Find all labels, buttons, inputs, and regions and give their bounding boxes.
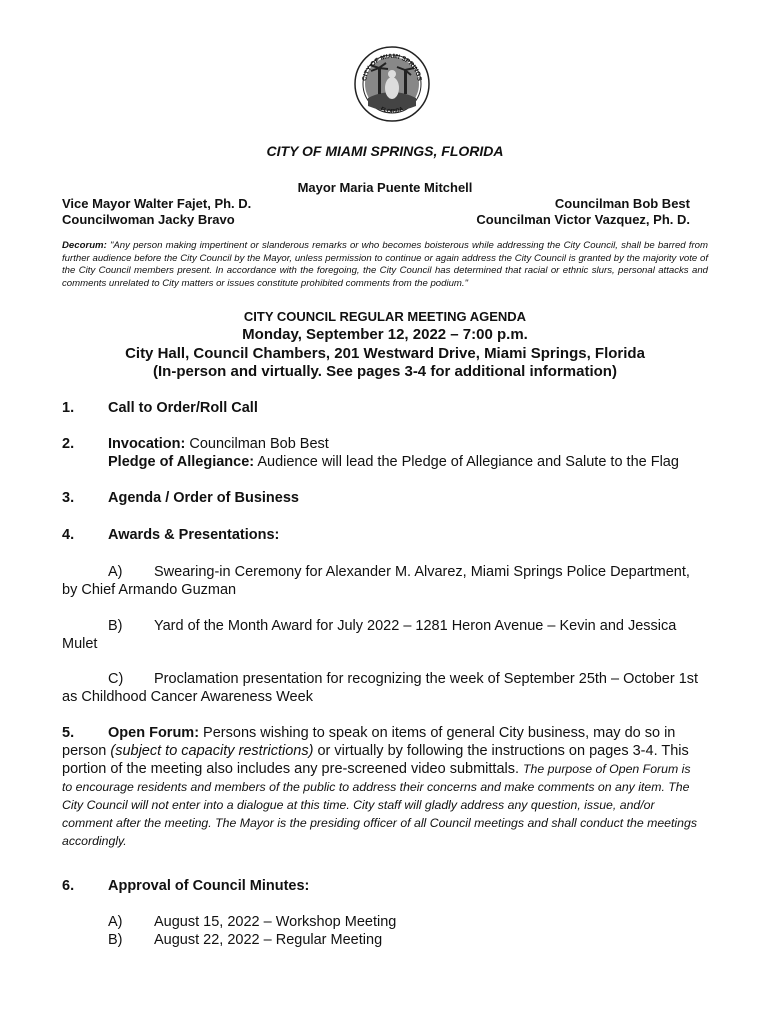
- invocation-text: Councilman Bob Best: [185, 436, 329, 452]
- pledge-text: Audience will lead the Pledge of Allegiance and Salute to the Flag: [254, 454, 679, 470]
- item-6-title: Approval of Council Minutes:: [108, 878, 310, 894]
- minutes-b-text: August 22, 2022 – Regular Meeting: [154, 932, 383, 948]
- award-a-text: Swearing-in Ceremony for Alexander M. Alvarez, Miami Springs Police Department, by Chief Armando Guzman: [62, 564, 690, 598]
- award-b-text: Yard of the Month Award for July 2022 – 1281 Heron Avenue – Kevin and Jessica Mulet: [62, 618, 677, 652]
- councilman-vazquez-name: Councilman Victor Vazquez, Ph. D.: [476, 212, 690, 227]
- minutes-b: [108, 932, 382, 948]
- award-a-letter: A): [108, 564, 123, 580]
- item-3-title: Agenda / Order of Business: [108, 490, 299, 506]
- award-b: [62, 617, 704, 653]
- item-4-title: Awards & Presentations:: [108, 527, 280, 543]
- city-title: CITY OF MIAMI SPRINGS, FLORIDA: [266, 143, 504, 159]
- invocation-line: [108, 436, 329, 452]
- item-6-number: 6.: [62, 878, 75, 894]
- meeting-date: Monday, September 12, 2022 – 7:00 p.m.: [242, 326, 528, 343]
- item-5-number: 5.: [62, 725, 75, 741]
- open-forum-capacity: (subject to capacity restrictions): [110, 743, 314, 759]
- councilwoman-name: Councilwoman Jacky Bravo: [62, 212, 235, 227]
- open-forum-text-2: or virtually by following the instructions on pages 3-4. This portion of the meeting also includes any pre-screened video submittals.: [62, 743, 689, 777]
- item-3-number: 3.: [62, 490, 75, 506]
- minutes-a-text: August 15, 2022 – Workshop Meeting: [154, 914, 397, 930]
- item-4-number: 4.: [62, 527, 75, 543]
- councilman-best-name: Councilman Bob Best: [554, 196, 690, 211]
- award-a: [62, 563, 704, 599]
- pledge-label: Pledge of Allegiance:: [108, 454, 255, 470]
- award-c-text: Proclamation presentation for recognizing the week of September 25th – October 1st as Childhood Cancer Awareness Week: [62, 671, 699, 705]
- minutes-a: [108, 914, 396, 930]
- minutes-a-letter: A): [108, 914, 123, 930]
- seal-text-top: CITY OF MIAMI SPRINGS: [361, 52, 423, 82]
- meeting-location: City Hall, Council Chambers, 201 Westward Drive, Miami Springs, Florida: [125, 345, 645, 362]
- item-1-title: Call to Order/Roll Call: [108, 400, 258, 416]
- vice-mayor-name: Vice Mayor Walter Fajet, Ph. D.: [62, 196, 252, 211]
- decorum-label: Decorum:: [62, 240, 107, 251]
- decorum-notice: [62, 240, 708, 290]
- item-2-number: 2.: [62, 436, 75, 452]
- decorum-text: "Any person making impertinent or slanderous remarks or who becomes boisterous while addressing the City Council, shall be barred from further audience before the City Council by the Mayor, unless permission to continue or again address the City Council is granted by the majority vote of the City Council members present. In accordance with the foregoing, the City Council has determined that racial or ethnic slurs, personal attacks and comments unrelated to City matters or issues constitute prohibited comments from the podium.": [62, 240, 708, 289]
- pledge-line: [108, 454, 679, 470]
- mayor-name: Mayor Maria Puente Mitchell: [297, 180, 473, 195]
- agenda-heading: CITY COUNCIL REGULAR MEETING AGENDA: [243, 309, 527, 324]
- city-seal: [354, 46, 430, 122]
- minutes-b-letter: B): [108, 932, 123, 948]
- item-1-number: 1.: [62, 400, 75, 416]
- award-c-letter: C): [108, 671, 124, 687]
- award-c: [62, 670, 704, 706]
- open-forum: [62, 724, 704, 850]
- invocation-label: Invocation:: [108, 436, 186, 452]
- award-b-letter: B): [108, 618, 123, 634]
- open-forum-fine-print: The purpose of Open Forum is to encourage residents and members of the public to address their concerns and make comments on any item. The City Council will not enter into a dialogue at this time. City staff will gladly address any question, issue, and/or comment after the meeting. The Mayor is the presiding officer of all Council meetings and shall conduct the meetings accordingly.: [62, 762, 697, 848]
- open-forum-label: Open Forum:: [108, 725, 200, 741]
- seal-text-bottom: FLORIDA: [379, 106, 405, 116]
- open-forum-text-1: Persons wishing to speak on items of general City business, may do so in person: [62, 725, 676, 759]
- meeting-format: (In-person and virtually. See pages 3-4 for additional information): [153, 363, 617, 380]
